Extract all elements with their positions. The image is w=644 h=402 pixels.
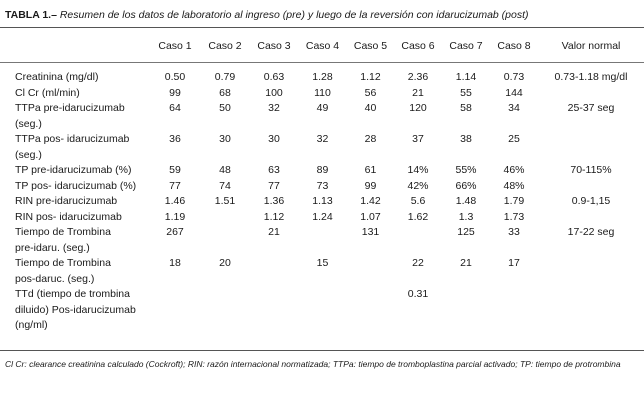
header-cell: Valor normal	[561, 40, 621, 52]
value-cell: 30	[268, 133, 280, 145]
row-label-line: Tiempo de Trombina	[15, 257, 111, 269]
table-title-caption: Resumen de los datos de laboratorio al ingreso (pre) y luego de la reversión con idarucizumab (post)	[59, 9, 529, 21]
table-row	[0, 225, 644, 256]
table-row	[0, 86, 644, 102]
value-cell: 1.79	[503, 195, 525, 207]
normal-value-cell	[538, 132, 644, 163]
header-cell: Caso 1	[158, 40, 192, 52]
row-label	[0, 86, 150, 102]
header-cell: Caso 7	[449, 40, 483, 52]
value-cell: 1.48	[455, 195, 477, 207]
value-cell: 131	[361, 226, 380, 238]
normal-value-cell: 17-22 seg	[567, 226, 615, 238]
value-cell: 120	[409, 102, 427, 114]
lab-data-table	[0, 38, 644, 334]
top-rule	[0, 27, 644, 28]
row-label-line: Cl Cr (ml/min)	[15, 86, 80, 99]
normal-value-cell: 25-37 seg	[567, 102, 615, 114]
row-label-line: Creatinina (mg/dl)	[15, 71, 99, 83]
row-label	[0, 70, 150, 86]
value-cell: 2.36	[407, 71, 429, 83]
value-cell: 1.07	[360, 210, 381, 223]
value-cell: 48	[219, 164, 231, 176]
row-label	[0, 163, 150, 179]
value-cell: 40	[364, 102, 377, 114]
value-cell: 61	[364, 164, 377, 176]
value-cell: 1.36	[263, 195, 285, 207]
row-label	[0, 101, 150, 132]
value-cell: 1.12	[263, 210, 285, 223]
value-cell: 77	[268, 179, 280, 192]
value-cell	[200, 225, 250, 256]
value-cell: 1.46	[164, 195, 186, 207]
row-label	[0, 194, 150, 210]
value-cell: 63	[268, 164, 280, 176]
value-cell: 0.79	[214, 71, 236, 83]
value-cell: 0.31	[407, 288, 429, 300]
value-cell: 0.50	[164, 71, 186, 83]
normal-value-cell	[538, 86, 644, 102]
row-label-line: (seg.)	[15, 148, 42, 161]
header-cell: Caso 4	[305, 40, 340, 52]
table-title-number: TABLA 1.–	[5, 9, 57, 21]
value-cell: 21	[460, 257, 472, 269]
row-label-line: TTPa pre-idarucizumab	[15, 102, 125, 114]
row-label	[0, 287, 150, 334]
value-cell: 267	[166, 226, 184, 238]
value-cell	[250, 256, 298, 287]
bottom-rule	[0, 350, 644, 351]
normal-value-cell	[538, 256, 644, 287]
value-cell: 55	[460, 86, 472, 99]
value-cell: 32	[268, 102, 280, 114]
value-cell: 99	[364, 179, 377, 192]
value-cell: 1.51	[214, 195, 236, 207]
value-cell	[150, 287, 200, 334]
value-cell: 22	[412, 257, 424, 269]
normal-value-cell: 0.9-1,15	[571, 195, 611, 207]
value-cell: 55%	[455, 164, 477, 176]
value-cell: 0.73	[503, 71, 525, 83]
row-label-line: RIN pos- idarucizumab	[15, 210, 122, 223]
value-cell: 34	[508, 102, 520, 114]
header-cell-empty	[0, 38, 150, 60]
header-cell: Caso 5	[353, 40, 388, 52]
value-cell: 42%	[407, 179, 429, 192]
row-label-line: pos-daruc. (seg.)	[15, 272, 95, 285]
value-cell: 49	[316, 102, 329, 114]
value-cell	[200, 210, 250, 226]
value-cell: 1.13	[312, 195, 333, 207]
value-cell: 46%	[503, 164, 525, 176]
value-cell: 5.6	[410, 195, 426, 207]
row-label-line: (seg.)	[15, 117, 42, 130]
value-cell: 1.24	[312, 210, 333, 223]
value-cell	[347, 256, 394, 287]
row-label	[0, 210, 150, 226]
value-cell: 21	[268, 226, 280, 238]
row-label-line: TTPa pos- idarucizumab	[15, 133, 130, 145]
value-cell: 125	[457, 226, 475, 238]
table-row	[0, 194, 644, 210]
row-label	[0, 179, 150, 195]
value-cell: 1.42	[360, 195, 381, 207]
value-cell: 17	[508, 257, 520, 269]
value-cell: 21	[412, 86, 424, 99]
table-row	[0, 256, 644, 287]
value-cell: 25	[508, 133, 520, 145]
row-label	[0, 256, 150, 287]
value-cell: 1.12	[360, 71, 381, 83]
value-cell: 144	[505, 86, 523, 99]
value-cell	[298, 287, 347, 334]
normal-value-cell: 70-115%	[570, 164, 612, 176]
header-cell: Caso 3	[257, 40, 291, 52]
value-cell	[394, 225, 442, 256]
header-row	[0, 38, 644, 60]
value-cell: 33	[508, 226, 520, 238]
table-body	[0, 60, 644, 334]
value-cell	[347, 287, 394, 334]
normal-value-cell	[538, 179, 644, 195]
row-label	[0, 132, 150, 163]
value-cell: 59	[169, 164, 181, 176]
value-cell: 58	[460, 102, 472, 114]
value-cell: 30	[219, 133, 231, 145]
value-cell: 77	[169, 179, 181, 192]
header-cell: Caso 6	[401, 40, 435, 52]
value-cell: 0.63	[263, 71, 285, 83]
table-title	[5, 9, 639, 22]
value-cell: 89	[316, 164, 329, 176]
value-cell: 100	[265, 86, 283, 99]
table-row	[0, 163, 644, 179]
value-cell: 1.62	[407, 210, 429, 223]
value-cell: 73	[316, 179, 329, 192]
row-label	[0, 225, 150, 256]
value-cell: 18	[169, 257, 181, 269]
value-cell	[490, 287, 538, 334]
normal-value-cell	[538, 210, 644, 226]
spacer-cell	[0, 60, 644, 70]
normal-value-cell: 0.73-1.18 mg/dl	[554, 71, 628, 83]
value-cell: 1.14	[455, 71, 477, 83]
row-label-line: TP pos- idarucizumab (%)	[15, 179, 137, 192]
value-cell: 28	[364, 133, 377, 145]
value-cell: 99	[169, 86, 181, 99]
value-cell	[200, 287, 250, 334]
value-cell: 36	[169, 133, 181, 145]
row-label-line: (ng/ml)	[15, 319, 48, 331]
value-cell: 68	[219, 86, 231, 99]
value-cell: 110	[314, 86, 331, 99]
value-cell: 50	[219, 102, 231, 114]
row-label-line: Tiempo de Trombina	[15, 226, 111, 238]
value-cell: 64	[169, 102, 181, 114]
value-cell: 20	[219, 257, 231, 269]
value-cell: 32	[316, 133, 329, 145]
value-cell: 56	[364, 86, 377, 99]
value-cell	[250, 287, 298, 334]
table-footnote: Cl Cr: clearance creatinina calculado (Cockroft); RIN: razón internacional normatizada; TTPa: tiempo de tromboplastina parcial activado; TP: tiempo de protrombina	[5, 359, 621, 369]
table-row	[0, 132, 644, 163]
row-label-line: RIN pre-idarucizumab	[15, 195, 118, 207]
row-label-line: TP pre-idarucizumab (%)	[15, 164, 132, 176]
table-row	[0, 70, 644, 86]
value-cell: 1.3	[458, 210, 474, 223]
header-cell: Caso 8	[497, 40, 531, 52]
value-cell: 48%	[503, 179, 525, 192]
row-label-line: diluido) Pos-idarucizumab	[15, 303, 136, 316]
value-cell: 1.28	[312, 71, 333, 83]
spacer-row	[0, 60, 644, 70]
value-cell: 15	[316, 257, 329, 269]
header-cell: Caso 2	[208, 40, 242, 52]
row-label-line: TTd (tiempo de trombina	[15, 288, 130, 300]
table-row	[0, 210, 644, 226]
value-cell: 38	[460, 133, 472, 145]
value-cell: 74	[219, 179, 231, 192]
value-cell: 66%	[455, 179, 477, 192]
row-label-line: pre-idaru. (seg.)	[15, 241, 90, 254]
value-cell: 1.73	[503, 210, 525, 223]
normal-value-cell	[538, 287, 644, 334]
value-cell: 14%	[407, 164, 429, 176]
value-cell	[442, 287, 490, 334]
value-cell	[298, 225, 347, 256]
table-row	[0, 179, 644, 195]
value-cell: 1.19	[164, 210, 186, 223]
table-row	[0, 287, 644, 334]
table-row	[0, 101, 644, 132]
value-cell: 37	[412, 133, 424, 145]
